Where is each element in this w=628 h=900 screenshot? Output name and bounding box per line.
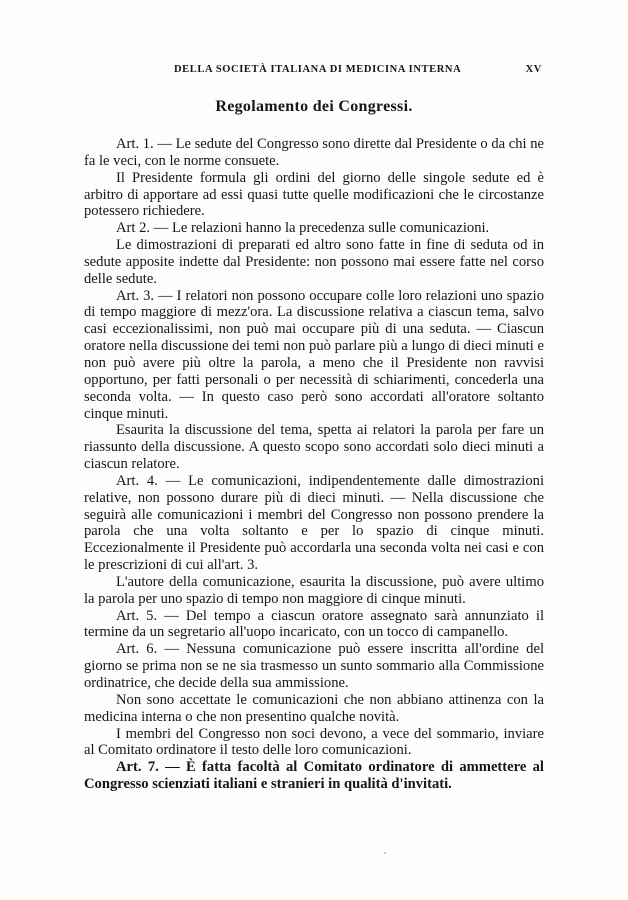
paragraph-art-3-summary: Esaurita la discussione del tema, spetta ai relatori la parola per fare un riassunto della discussione. A questo scopo sono accordati solo dieci minuti a ciascun relatore. (84, 422, 544, 473)
paragraph-art-4-author: L'autore della comunicazione, esaurita la discussione, può avere ultimo la parola per uno spazio di tempo non maggiore di cinque minuti. (84, 573, 544, 607)
paragraph-art-6-non-members: I membri del Congresso non soci devono, a vece del sommario, inviare al Comitato ordinatore il testo delle loro comunicazioni. (84, 725, 544, 759)
paragraph-art-7: Art. 7. — È fatta facoltà al Comitato ordinatore di ammettere al Congresso scienziati italiani e stranieri in qualità d'invitati. (84, 759, 544, 793)
paragraph-art-1-president: Il Presidente formula gli ordini del giorno delle singole sedute ed è arbitro di apportare ad essi quasi tutte quelle modificazioni che le circostanze potessero richiedere. (84, 169, 544, 220)
paragraph-art-1: Art. 1. — Le sedute del Congresso sono dirette dal Presidente o da chi ne fa le veci, con le norme consuete. (84, 136, 544, 169)
page-number: XV (525, 64, 542, 75)
print-speck (384, 852, 386, 854)
running-head (84, 64, 542, 78)
section-heading: Regolamento dei Congressi. (215, 98, 413, 115)
regulation-body (84, 136, 544, 793)
paragraph-art-6: Art. 6. — Nessuna comunicazione può essere inscritta all'ordine del giorno se prima non se ne sia trasmesso un sunto sommario alla Commissione ordinatrice, che decide della sua ammissione. (84, 641, 544, 691)
running-head-title: DELLA SOCIETÀ ITALIANA DI MEDICINA INTERNA (174, 64, 462, 75)
paragraph-art-6-relevance: Non sono accettate le comunicazioni che non abbiano attinenza con la medicina interna o che non presentino qualche novità. (84, 691, 544, 725)
paragraph-art-2: Art 2. — Le relazioni hanno la precedenza sulle comunicazioni. (116, 220, 490, 237)
paragraph-art-2-demonstrations: Le dimostrazioni di preparati ed altro sono fatte in fine di seduta od in sedute apposite indette dal Presidente: non possono mai essere fatte nel corso delle sedute. (84, 237, 544, 287)
paragraph-art-5: Art. 5. — Del tempo a ciascun oratore assegnato sarà annunziato il termine da un segretario all'uopo incaricato, con un tocco di campanello. (84, 607, 544, 641)
paragraph-art-3: Art. 3. — I relatori non possono occupare colle loro relazioni uno spazio di tempo maggiore di mezz'ora. La discussione relativa a ciascun tema, salvo casi eccezionalissimi, non può mai occupare più di una seduta. — Ciascun oratore nella discussione dei temi non può parlare più a lungo di dieci minuti e non può avere più oltre la parola, a meno che il Presidente non ravvisi opportuno, per fatti personali o per necessità di schiarimenti, concederla una seconda volta. — In questo caso però sono accordati all'oratore soltanto cinque minuti. (84, 287, 544, 422)
paragraph-art-4: Art. 4. — Le comunicazioni, indipendentemente dalle dimostrazioni relative, non possono durare più di dieci minuti. — Nella discussione che seguirà alle comunicazioni i membri del Congresso non possono prendere la parola che una volta soltanto e per lo spazio di cinque minuti. Eccezionalmente il Presidente può accordarla una seconda volta nei casi e con le prescrizioni di cui all'art. 3. (84, 472, 544, 574)
